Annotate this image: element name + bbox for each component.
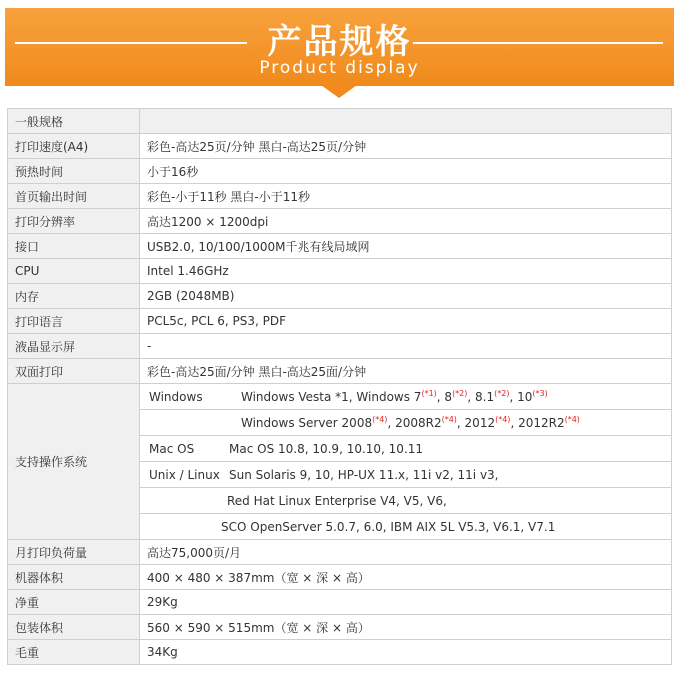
table-row xyxy=(8,209,672,234)
os-windows-desktop xyxy=(225,390,548,404)
os-line-cell xyxy=(140,514,671,540)
os-support-row xyxy=(8,384,672,540)
os-line-cell xyxy=(140,384,671,410)
row-value: PCL5c, PCL 6, PS3, PDF xyxy=(140,309,672,334)
os-unix-line1: Sun Solaris 9, 10, HP-UX 11.x, 11i v2, 11i v3, xyxy=(229,467,499,482)
row-label: CPU xyxy=(8,259,140,284)
row-label: 打印语言 xyxy=(8,309,140,334)
footnote-mark: (*3) xyxy=(532,389,548,398)
row-label: 毛重 xyxy=(8,640,140,665)
os-name-mac: Mac OS xyxy=(149,441,195,456)
row-label: 机器体积 xyxy=(8,565,140,590)
os-line-cell xyxy=(140,410,671,436)
row-label: 包装体积 xyxy=(8,615,140,640)
banner-subtitle: Product display xyxy=(259,58,420,78)
table-row xyxy=(8,640,672,665)
row-value: Intel 1.46GHz xyxy=(140,259,672,284)
table-row xyxy=(8,615,672,640)
os-text: , 2008R2 xyxy=(387,416,442,430)
row-label: 月打印负荷量 xyxy=(8,540,140,565)
row-value: 彩色-高达25页/分钟 黑白-高达25页/分钟 xyxy=(140,134,672,159)
os-support-label: 支持操作系统 xyxy=(8,384,140,540)
row-label: 预热时间 xyxy=(8,159,140,184)
table-row xyxy=(8,184,672,209)
footnote-mark: (*2) xyxy=(494,389,510,398)
row-value: 29Kg xyxy=(140,590,672,615)
os-text: , 2012 xyxy=(456,416,496,430)
row-value: 高达75,000页/月 xyxy=(140,540,672,565)
table-row xyxy=(8,159,672,184)
row-label: 净重 xyxy=(8,590,140,615)
banner-title: 产品规格 xyxy=(267,22,412,62)
os-text: Windows Server 2008 xyxy=(241,416,373,430)
row-label: 打印分辨率 xyxy=(8,209,140,234)
table-row xyxy=(8,259,672,284)
os-line-cell xyxy=(140,462,671,488)
os-windows-server xyxy=(225,416,580,430)
banner xyxy=(0,0,679,100)
row-value: 2GB (2048MB) xyxy=(140,284,672,309)
row-label: 液晶显示屏 xyxy=(8,334,140,359)
row-value: 彩色-小于11秒 黑白-小于11秒 xyxy=(140,184,672,209)
os-line xyxy=(140,514,671,540)
table-header-row xyxy=(8,109,672,134)
os-line xyxy=(140,488,671,514)
row-label: 打印速度(A4) xyxy=(8,134,140,159)
os-line xyxy=(140,410,671,436)
row-value: 34Kg xyxy=(140,640,672,665)
table-header-value xyxy=(140,109,672,134)
os-line xyxy=(140,384,671,410)
os-text: , 2012R2 xyxy=(510,416,565,430)
row-value: - xyxy=(140,334,672,359)
table-row xyxy=(8,590,672,615)
os-text: , 10 xyxy=(509,390,533,404)
table-row xyxy=(8,284,672,309)
table-row xyxy=(8,234,672,259)
footnote-mark: (*2) xyxy=(452,389,468,398)
table-row xyxy=(8,309,672,334)
row-label: 内存 xyxy=(8,284,140,309)
row-value: 560 × 590 × 515mm（宽 × 深 × 高） xyxy=(140,615,672,640)
os-unix-line3: SCO OpenServer 5.0.7, 6.0, IBM AIX 5L V5.3, V6.1, V7.1 xyxy=(221,519,556,534)
os-mac-versions: Mac OS 10.8, 10.9, 10.10, 10.11 xyxy=(229,441,424,456)
row-value: 小于16秒 xyxy=(140,159,672,184)
os-grid xyxy=(140,384,671,539)
os-unix-line2: Red Hat Linux Enterprise V4, V5, V6, xyxy=(227,493,447,508)
banner-notch-arrow xyxy=(321,85,357,98)
row-label: 双面打印 xyxy=(8,359,140,384)
table-row xyxy=(8,134,672,159)
table-header-label: 一般规格 xyxy=(8,109,140,134)
table-row xyxy=(8,359,672,384)
os-text: Windows Vesta *1, Windows 7 xyxy=(241,390,422,404)
os-line xyxy=(140,462,671,488)
footnote-mark: (*1) xyxy=(421,389,437,398)
os-line-cell xyxy=(140,488,671,514)
footnote-mark: (*4) xyxy=(441,415,457,424)
table-row xyxy=(8,540,672,565)
os-text: , 8 xyxy=(436,390,453,404)
row-label: 接口 xyxy=(8,234,140,259)
os-name-windows: Windows xyxy=(149,390,203,404)
os-support-value xyxy=(140,384,672,540)
footnote-mark: (*4) xyxy=(495,415,511,424)
os-name-unix: Unix / Linux xyxy=(149,467,220,482)
row-value: 彩色-高达25面/分钟 黑白-高达25面/分钟 xyxy=(140,359,672,384)
row-value: 400 × 480 × 387mm（宽 × 深 × 高） xyxy=(140,565,672,590)
row-value: USB2.0, 10/100/1000M千兆有线局域网 xyxy=(140,234,672,259)
os-line xyxy=(140,436,671,462)
footnote-mark: (*4) xyxy=(564,415,580,424)
os-text: , 8.1 xyxy=(467,390,495,404)
table-row xyxy=(8,565,672,590)
row-value: 高达1200 × 1200dpi xyxy=(140,209,672,234)
spec-table xyxy=(7,108,672,665)
table-row xyxy=(8,334,672,359)
footnote-mark: (*4) xyxy=(372,415,388,424)
os-line-cell xyxy=(140,436,671,462)
row-label: 首页输出时间 xyxy=(8,184,140,209)
